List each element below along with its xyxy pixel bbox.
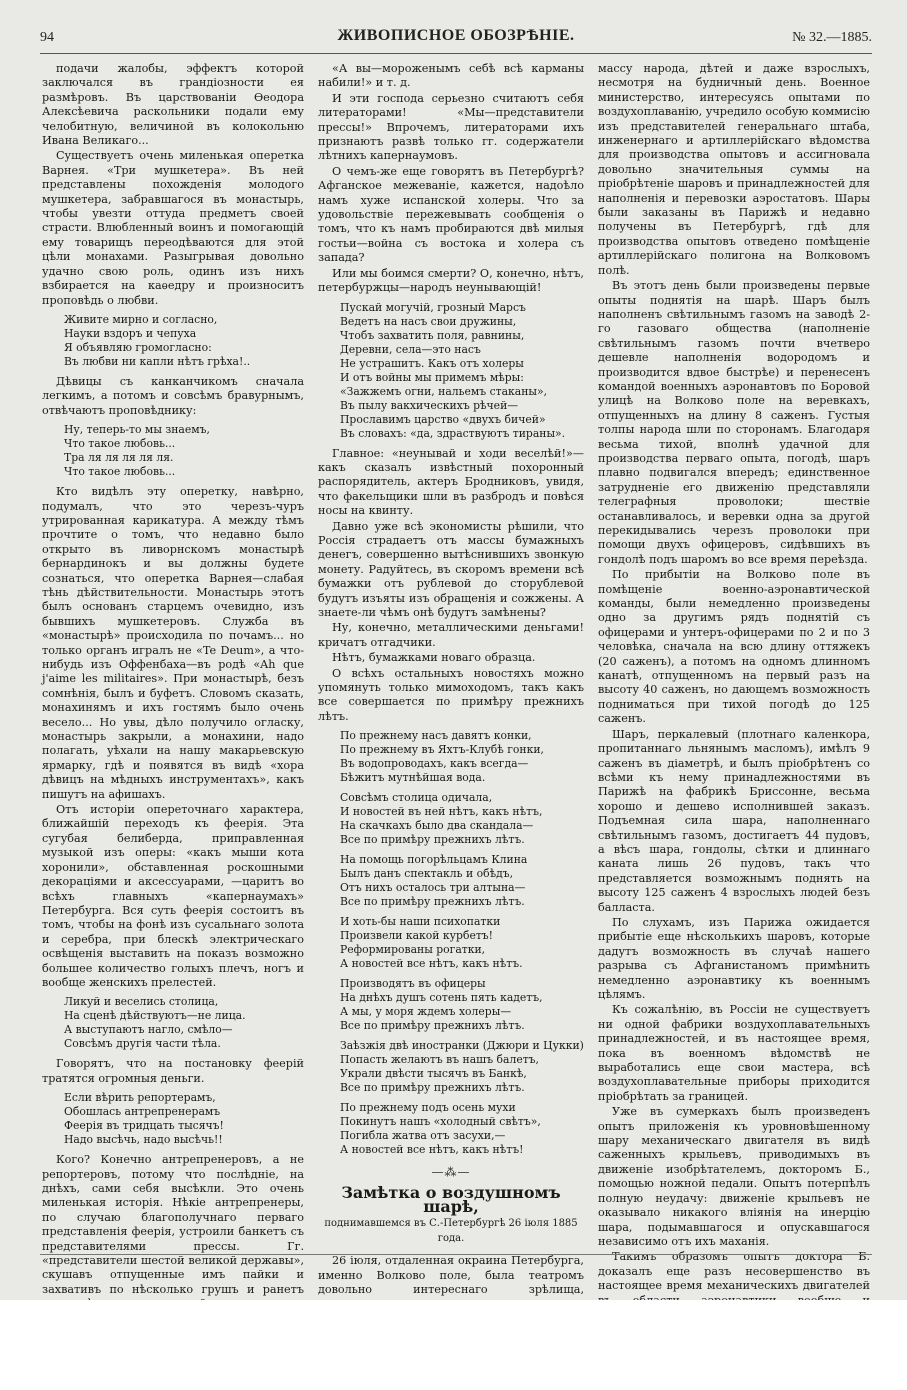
paragraph: Уже въ сумеркахъ былъ произведенъ опытъ приложенія къ уровновѣшенному шару механическаго двигателя въ видѣ саженныхъ крыльевъ, приводимыхъ въ движеніе изобрѣтателемъ, докторомъ Б., помощью ножной педали. Опытъ потерпѣлъ полную неудачу: движеніе крыльевъ не оказывало никакого вліянія на инерцію шара, подымавшагося и опускавшагося независимо отъ ихъ маханія. (598, 1105, 870, 1248)
verse-line: И хоть-бы наши психопатки (340, 915, 501, 929)
verse-line: Науки вздоръ и чепуха (64, 326, 197, 340)
verse-line: А выступаютъ нагло, смѣло— (64, 1023, 233, 1037)
column-1 (42, 62, 304, 1296)
verse (64, 313, 304, 369)
paragraph: И эти господа серьезно считаютъ себя литераторами! «Мы—представители прессы!» Впрочемъ, литераторами ихъ признаютъ развѣ только гг. содержатели лѣтнихъ капернаумовъ. (318, 91, 584, 163)
verse-line: Пускай могучій, грозный Марсъ (340, 300, 526, 314)
paragraph: Кто видѣлъ эту оперетку, навѣрно, подумалъ, что это черезъ-чуръ утрированная карикатура. А между тѣмъ прочтите о томъ, что недавно было открыто въ ливорнскомъ монастырѣ бернардинокъ и вы должны будете сознаться, что оперетка Варнея—слабая тѣнь дѣйствительности. Монастырь этотъ былъ основанъ старцемъ очевидно, изъ бывшихъ мушкетеровъ. Служба въ «монастырѣ» происходила по почамъ... но только органъ игралъ не «Te Deum», а что-нибудь изъ Оффенбаха—въ родѣ «Ah que j'aime les militaires». При монастырѣ, безъ сомнѣнія, былъ и буфетъ. Словомъ сказать, монахинямъ и ихъ гостямъ было очень весело... Но увы, дѣло получило огласку, монастырь закрыли, а монахини, надо полагать, уѣхали на нашу макарьевскую ярмарку, гдѣ и появятся въ видѣ «хора дѣвицъ на мѣдныхъ инструментахъ», какъ пишутъ на афишахъ. (42, 485, 304, 801)
paragraph: Въ этотъ день были произведены первые опыты поднятія на шарѣ. Шаръ былъ наполненъ свѣтильнымъ газомъ на заводѣ 2-го газоваго общества (наполненіе свѣтильнымъ газомъ почти вчетверо дешевле наполненія водородомъ и производится вдвое быстрѣе) и перенесенъ командой военныхъ аэронавтовъ по Боровой улицѣ на Волково поле на веревкахъ, отпущенныхъ на длину 8 саженъ. Густыя толпы народа шли по сторонамъ. Благодаря весьма тихой, вполнѣ удачной для производства перваго опыта, погодѣ, шаръ плавно подвигался впередъ; единственное затрудненіе его движенію представляли телеграфныя проволоки; шествіе останавливалось, и веревки одна за другой перекидывались черезъ проволоки при помощи двухъ офицеровъ, сидѣвшихъ въ гондолѣ подъ шаромъ во все время переѣзда. (598, 279, 870, 566)
header-rule (40, 53, 872, 54)
verse-line: Бѣжитъ мутнѣйшая вода. (340, 771, 486, 785)
page-number: 94 (40, 30, 54, 45)
verse-line: Въ любви ни капли нѣтъ грѣха!.. (64, 354, 251, 368)
verse (64, 423, 304, 479)
verse-line: Живите мирно и согласно, (64, 312, 218, 326)
paragraph: Существуетъ очень миленькая оперетка Варнея. «Три мушкетера». Въ ней представлены похожденія молодого мушкетера, забравшагося въ монастырь, чтобы увезти оттуда предметъ своей страсти. Влюбленный воинъ и помогающій ему товарищъ переодѣваются для этой цѣли монахами. Разыгрывая довольно удачно свою роль, одинъ изъ нихъ взбирается на каѳедру и произноситъ проповѣдь о любви. (42, 149, 304, 307)
verse-line: Совсѣмъ столица одичала, (340, 791, 493, 805)
ornamental-divider: —⁂— (431, 1165, 471, 1180)
verse-line: «Зажжемъ огни, нальемъ стаканы», (340, 384, 548, 398)
verse-line: Все по примѣру прежнихъ лѣтъ. (340, 895, 525, 909)
paragraph: О чемъ-же еще говорятъ въ Петербургѣ? Афганское межеваніе, кажется, надоѣло намъ хуже испанской холеры. Что за удовольствіе пережевывать сообщенія о томъ, что къ намъ пробираются двѣ милыя гостьи—война съ востока и холера съ запада? (318, 164, 584, 265)
verse-line: Реформированы рогатки, (340, 943, 486, 957)
verse-line: На днѣхъ душъ сотень пять кадетъ, (340, 991, 543, 1005)
paragraph: массу народа, дѣтей и даже взрослыхъ, несмотря на будничный день. Военное министерство, интересуясь опытами по воздухоплаванію, учредило особую коммисію изъ представителей генеральнаго штаба, инженернаго и артиллерійскаго вѣдомства для производства опытовъ и ассигновала довольно значительныя суммы на пріобрѣтеніе шаровъ и принадлежностей для наполненія и перевозки аэростатовъ. Шары были заказаны въ Парижѣ и недавно получены въ Петербургѣ, гдѣ для производства опытовъ отведено помѣщеніе артиллерійскаго полигона на Волковомъ полѣ. (598, 62, 870, 277)
verse-line: Все по примѣру прежнихъ лѣтъ. (340, 833, 525, 847)
verse-news (340, 729, 584, 1157)
article-title: Замѣтка о воздушномъ шарѣ, (341, 1182, 561, 1217)
paragraph: подачи жалобы, эффектъ которой заключался въ грандіозности ея размѣровъ. Въ царствованіи Ѳеодора Алексѣевича раскольники подали ему челобитную, величиной въ колокольню Ивана Великаго... (42, 62, 304, 148)
paragraph: Ну, конечно, металлическими деньгами! кричатъ отгадчики. (318, 621, 584, 649)
issue-number: № 32.—1885. (792, 30, 872, 45)
column-3 (598, 62, 870, 1293)
verse-line: Отъ нихъ осталось три алтына— (340, 881, 526, 895)
verse-line: И новостей въ ней нѣтъ, какъ нѣтъ, (340, 805, 543, 819)
verse-line: Не устрашитъ. Какъ отъ холеры (340, 356, 524, 370)
verse-line: Попасть желаютъ въ нашъ балетъ, (340, 1053, 539, 1067)
verse-line: Феерія въ тридцать тысячъ! (64, 1119, 224, 1133)
paragraph: Шаръ, перкалевый (плотнаго каленкора, пропитаннаго льнянымъ масломъ), имѣлъ 9 саженъ въ діаметрѣ, и былъ пріобрѣтенъ со всѣми къ нему принадлежностями въ Парижѣ на фабрикѣ Бриссонне, весьма хорошо и дешево исполнившей заказъ. Подъемная сила шара, наполненнаго свѣтильнымъ газомъ, достигаетъ 44 пудовъ, а вѣсъ шара, гондолы, сѣтки и длиннаго каната лишь 26 пудовъ, такъ что представляется возможнымъ поднять на высоту 125 саженъ 4 взрослыхъ людей безъ балласта. (598, 727, 870, 914)
verse-line: Покинутъ нашъ «холодный свѣтъ», (340, 1115, 541, 1129)
verse-line: Что такое любовь... (64, 465, 176, 479)
verse-line: А новостей все нѣтъ, какъ нѣтъ. (340, 957, 523, 971)
verse-line: Ликуй и веселись столица, (64, 995, 219, 1009)
paragraph: Или мы боимся смерти? О, конечно, нѣтъ, петербуржцы—народъ неунывающій! (318, 266, 584, 295)
footer-rule (40, 1254, 872, 1255)
verse-line: Ведетъ на насъ свои дружины, (340, 314, 517, 328)
verse-line: На скачкахъ было два скандала— (340, 819, 534, 833)
verse-line: Все по примѣру прежнихъ лѣтъ. (340, 1019, 525, 1033)
verse-line: Надо высѣчь, надо высѣчь!! (64, 1133, 223, 1147)
paragraph: Отъ исторіи опереточнаго характера, ближайшій переходъ къ феерія. Эта сугубая белиберда, приправленная музыкой изъ оперы: «какъ мыши кота хоронили», обставленная роскошными декораціями и аксессуарами, —царитъ во всѣхъ главныхъ «капернаумахъ» Петербурга. Вся суть феерія состоитъ въ томъ, чтобы на фонѣ изъ сусальнаго золота и серебра, при блескѣ электрическаго освѣщенія выставить на показъ возможно большее количество голыхъ плечъ, ногъ и вообще женскихъ прелестей. (42, 803, 304, 989)
paragraph: Нѣтъ, бумажками новаго образца. (332, 651, 536, 665)
verse-line: Что такое любовь... (64, 437, 176, 451)
paragraph: По прибытіи на Волково поле въ помѣщеніе военно-аэронавтической команды, были немедленно произведены одно за другимъ рядъ поднятій съ офицерами и унтеръ-офицерами по 2 и по 3 человѣка, сначала на всю длину оттяжекъ (20 саженъ), а потомъ на одномъ длинномъ канатѣ, отпущенномъ на первый разъ на высоту 40 саженъ, но дающемъ возможность подниматься при тихой погодѣ до 125 саженъ. (598, 568, 870, 726)
paragraph: По слухамъ, изъ Парижа ожидается прибытіе еще нѣсколькихъ шаровъ, которые дадутъ возможность въ случаѣ нашего разрыва съ Афганистаномъ примѣнить немедленно аэронавтику къ военнымъ цѣлямъ. (598, 915, 870, 1001)
verse-line: Погибла жатва отъ засухи,— (340, 1129, 506, 1143)
verse-line: Совсѣмъ другія части тѣла. (64, 1037, 221, 1051)
verse-line: По прежнему подъ осень мухи (340, 1101, 516, 1115)
paragraph: «А вы—мороженымъ себѣ всѣ карманы набили!» и т. д. (318, 62, 584, 90)
paragraph: Такимъ образомъ опытъ доктора Б. доказалъ еще разъ несовершенство въ настоящее время механическихъ двигателей (598, 1250, 870, 1293)
verse-line: На помощь погорѣльцамъ Клина (340, 853, 528, 867)
verse-line: Если вѣрить репортерамъ, (64, 1091, 216, 1105)
paragraph: Давно уже всѣ экономисты рѣшили, что Россія страдаетъ отъ массы бумажныхъ денегъ, совершенно вытѣснившихъ звонкую монету. Радуйтесь, въ скоромъ времени всѣ бумажки отъ рублевой до сторублевой будутъ изъяты изъ обращенія и сожжены. А знаете-ли чѣмъ онѣ будутъ замѣнены? (318, 519, 584, 619)
verse-line: А новостей все нѣтъ, какъ нѣтъ! (340, 1143, 524, 1157)
paragraph: Главное: «неунывай и ходи веселѣй!»—какъ сказалъ извѣстный похоронный распорядитель, актеръ Бродниковъ, увидя, что факельщики шли въ разбродъ и повѣся носы на квинту. (318, 446, 584, 518)
page-header (40, 26, 872, 52)
verse-line: Производятъ въ офицеры (340, 977, 486, 991)
paragraph: 26 іюля, отдаленная окраина Петербурга, именно Волково поле, была театромъ довольно интереснаго зрѣлища, (318, 1254, 584, 1297)
verse-line: Въ водопроводахъ, какъ всегда— (340, 757, 529, 771)
article-subtitle: поднимавшемся въ С.-Петербургѣ 26 іюля 1885 года. (324, 1218, 578, 1244)
verse (340, 301, 584, 441)
verse-line: Обошлась антрепренерамъ (64, 1105, 221, 1119)
verse-line: Все по примѣру прежнихъ лѣтъ. (340, 1081, 525, 1095)
verse-line: Въ словахъ: «да, здраствуютъ тираны». (340, 426, 566, 440)
paragraph: Говорятъ, что на постановку феерій тратятся огромныя деньги. (42, 1057, 304, 1085)
verse-line: Деревни, села—это насъ (340, 342, 481, 356)
verse (64, 1091, 304, 1147)
verse-line: Ну, теперь-то мы знаемъ, (64, 423, 210, 437)
verse-line: Чтобъ захватить поля, равнины, (340, 328, 525, 342)
verse-line: Въ пылу вакхическихъ рѣчей— (340, 398, 519, 412)
verse-line: Прославимъ царство «двухъ бичей» (340, 412, 546, 426)
masthead-title: ЖИВОПИСНОЕ ОБОЗРѢНІЕ. (337, 27, 575, 44)
verse-line: По прежнему въ Яхтъ-Клубѣ гонки, (340, 743, 544, 757)
verse-line: Заѣзжія двѣ иностранки (Джюри и Цукки) (340, 1039, 584, 1053)
column-2 (318, 62, 584, 1297)
paragraph: Дѣвицы съ канканчикомъ сначала легкимъ, а потомъ и совсѣмъ бравурнымъ, отвѣчаютъ проповѣднику: (42, 374, 304, 417)
paragraph: О всѣхъ остальныхъ новостяхъ можно упомянуть только мимоходомъ, такъ какъ все совершается по примѣру прежнихъ лѣтъ. (318, 666, 584, 723)
verse (64, 995, 304, 1051)
paragraph: Къ сожалѣнію, въ Россіи не существуетъ ни одной фабрики воздухоплавательныхъ принадлежностей, и въ настоящее время, пока въ военномъ вѣдомствѣ не выработались еще свои мастера, всѣ воздухоплавательные приборы приходится пріобрѣтать за границей. (598, 1003, 870, 1103)
verse-line: Произвели какой курбетъ! (340, 929, 494, 943)
paragraph: Кого? Конечно антрепренеровъ, а не репортеровъ, потому что послѣдніе, на днѣхъ, сами себя высѣкли. Это очень миленькая исторія. Нѣкіе антрепренеры, по случаю благополучнаго перваго представленія феерія, устроили банкетъ съ представителями прессы. Гг. «представители шестой великой державы», скушавъ отпущенные имъ пайки и захвативъ по нѣсколько грушъ и ранетъ (42, 1153, 304, 1296)
verse-line: Тра ля ля ля ля ля. (64, 451, 174, 465)
verse-line: И отъ войны мы примемъ мѣры: (340, 370, 524, 384)
verse-line: Былъ данъ спектакль и обѣдъ, (340, 867, 514, 881)
verse-line: На сценѣ дѣйствуютъ—не лица. (64, 1009, 246, 1023)
verse-line: Я объявляю громогласно: (64, 340, 212, 354)
verse-line: Украли двѣсти тысячъ въ Банкѣ, (340, 1067, 527, 1081)
verse-line: А мы, у моря ждемъ холеры— (340, 1005, 512, 1019)
bottom-margin (0, 1300, 907, 1390)
verse-line: По прежнему насъ давятъ конки, (340, 729, 532, 743)
